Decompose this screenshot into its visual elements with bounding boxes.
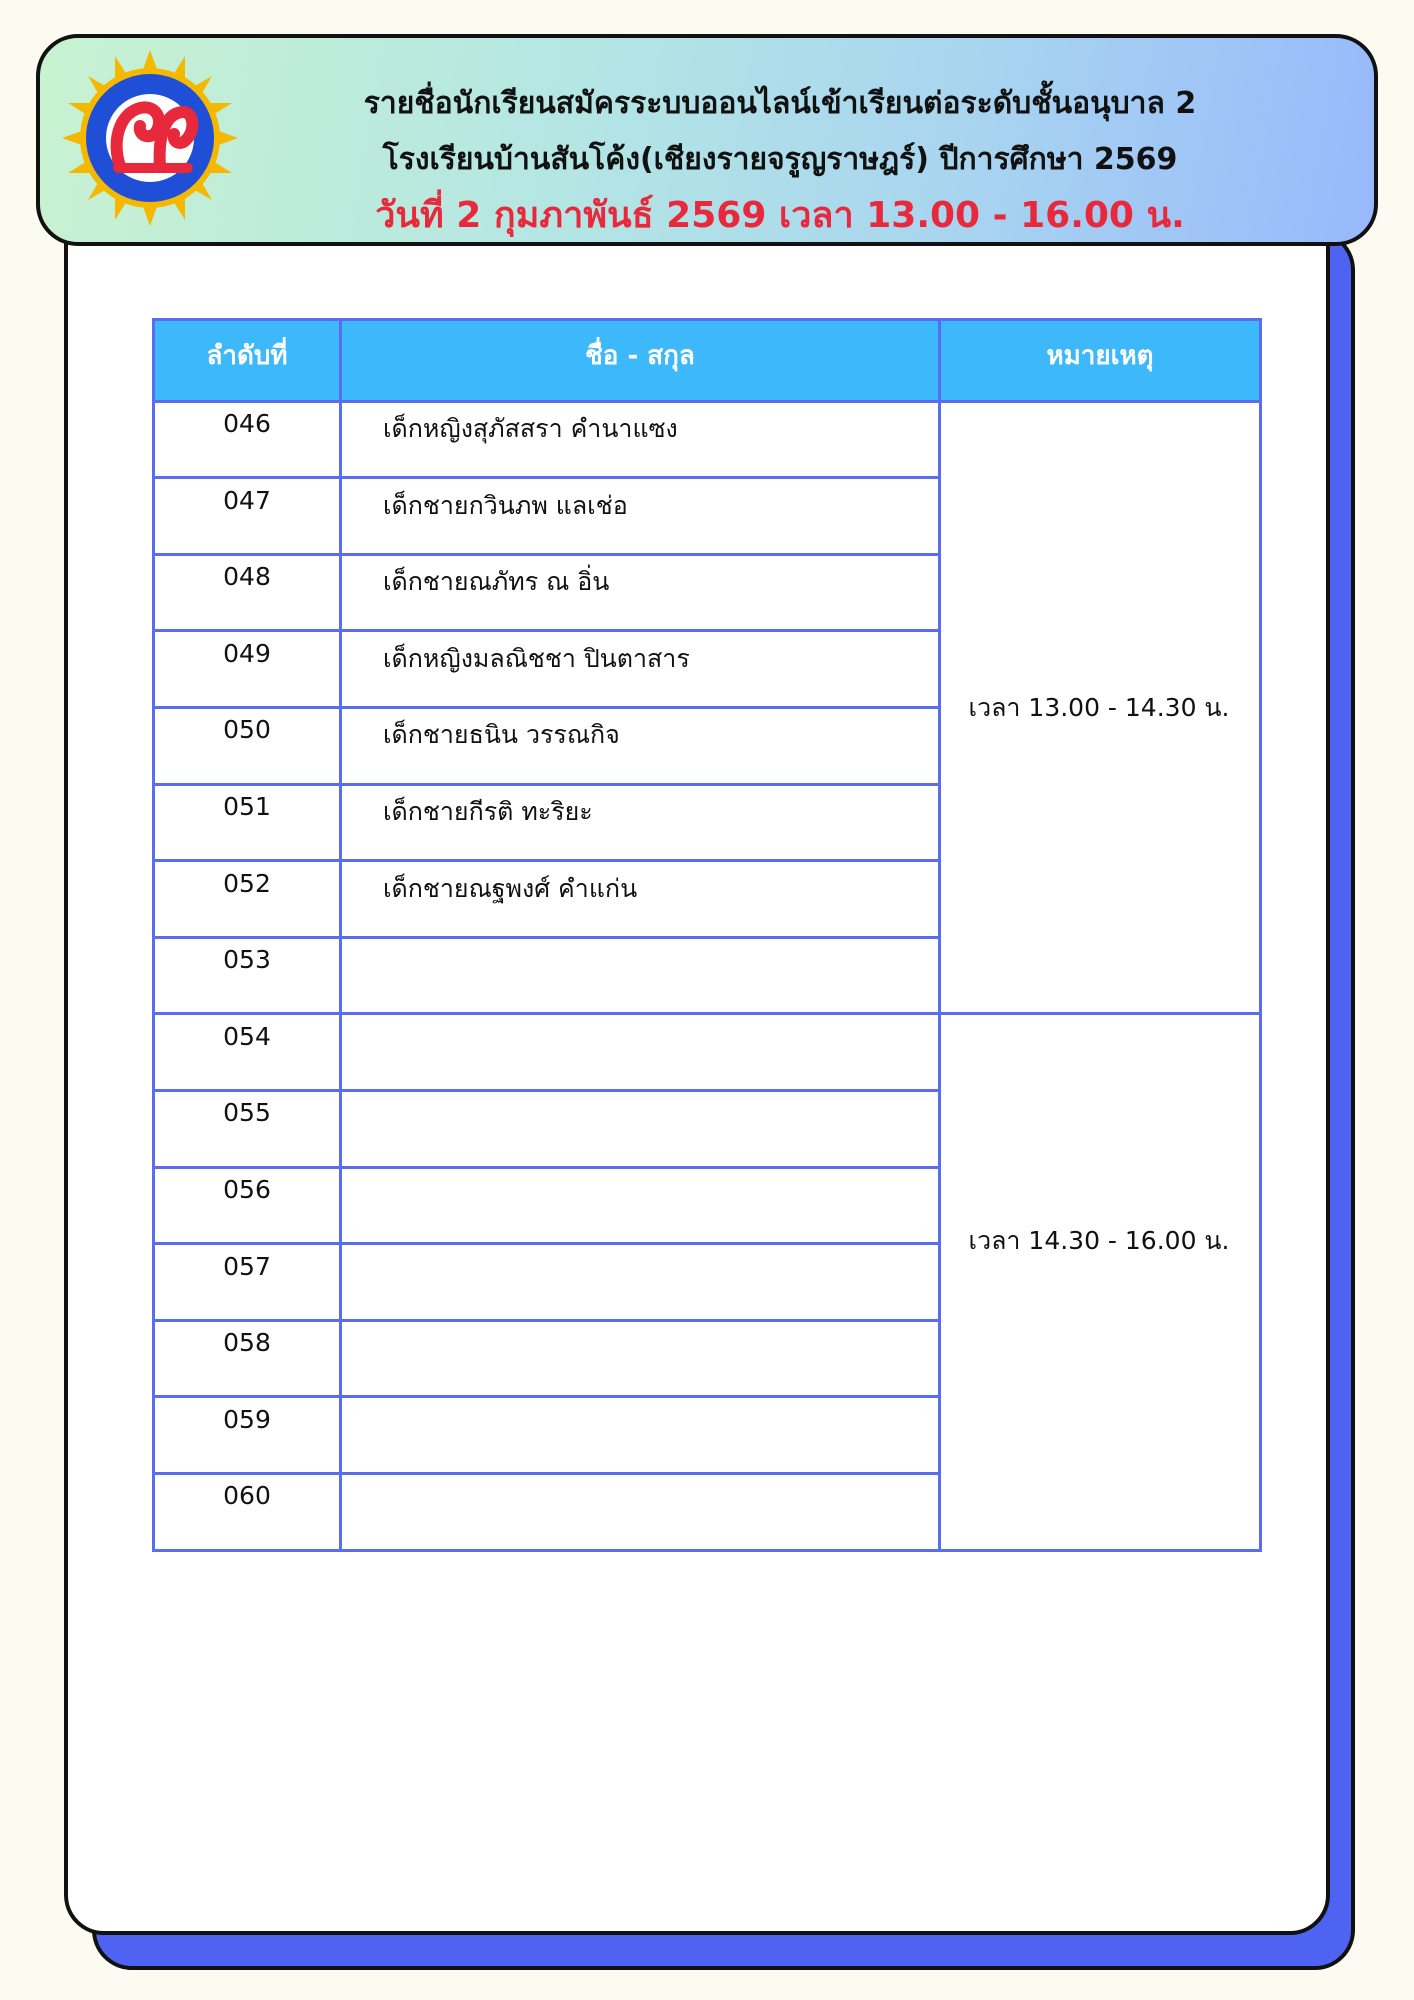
row-number: 050 [223, 715, 271, 745]
header-title-line2: โรงเรียนบ้านสันโค้ง(เชียงรายจรูญราษฎร์) ปีการศึกษา 2569 [382, 142, 1178, 177]
row-divider [155, 783, 941, 786]
row-number: 057 [223, 1251, 271, 1281]
row-divider [155, 1242, 941, 1245]
student-name: เด็กหญิงมลณิชชา ปินตาสาร [383, 643, 690, 673]
row-number: 060 [223, 1481, 271, 1511]
row-divider [155, 1089, 941, 1092]
row-number: 055 [223, 1098, 271, 1128]
row-number: 056 [223, 1175, 271, 1204]
row-number: 059 [223, 1404, 271, 1434]
row-number: 053 [223, 945, 271, 975]
row-number: 047 [223, 485, 271, 515]
row-divider [155, 400, 1259, 403]
student-name: เด็กชายณภัทร ณ อิ่น [383, 567, 610, 597]
column-header-note: หมายเหตุ [941, 321, 1259, 401]
row-divider [155, 553, 941, 556]
row-divider [155, 1012, 1259, 1015]
column-header-name: ชื่อ - สกุล [342, 321, 938, 401]
row-number: 048 [223, 562, 271, 592]
note-slot-2: เวลา 14.30 - 16.00 น. [968, 1226, 1230, 1255]
row-divider [155, 706, 941, 709]
row-divider [155, 476, 941, 479]
row-divider [155, 1319, 941, 1322]
student-name: เด็กชายกวินภพ แลเช่อ [383, 490, 628, 520]
student-table [152, 318, 1262, 1552]
row-number: 046 [223, 409, 271, 438]
header-title-line1: รายชื่อนักเรียนสมัครระบบออนไลน์เข้าเรียนต่อระดับชั้นอนุบาล 2 [363, 86, 1197, 121]
row-number: 051 [223, 792, 271, 821]
header-banner [36, 34, 1378, 246]
student-name: เด็กชายณฐพงศ์ คำแก่น [383, 873, 638, 903]
school-emblem-icon [60, 48, 240, 228]
row-divider [155, 1166, 941, 1169]
note-slot-1: เวลา 13.00 - 14.30 น. [968, 693, 1230, 722]
student-name: เด็กชายธนิน วรรณกิจ [383, 720, 620, 750]
row-number: 058 [223, 1328, 271, 1358]
row-divider [155, 859, 941, 862]
row-number: 049 [223, 638, 271, 668]
row-number: 052 [223, 868, 271, 898]
row-number: 054 [223, 1021, 271, 1051]
row-divider [155, 1395, 941, 1398]
column-header-no: ลำดับที่ [155, 321, 339, 401]
row-divider [155, 629, 941, 632]
row-divider [155, 1472, 941, 1475]
header-date-line: วันที่ 2 กุมภาพันธ์ 2569 เวลา 13.00 - 16.00 น. [375, 195, 1185, 236]
student-name: เด็กหญิงสุภัสสรา คำนาแซง [383, 414, 678, 443]
student-name: เด็กชายกีรติ ทะริยะ [383, 797, 593, 826]
row-divider [155, 936, 941, 939]
